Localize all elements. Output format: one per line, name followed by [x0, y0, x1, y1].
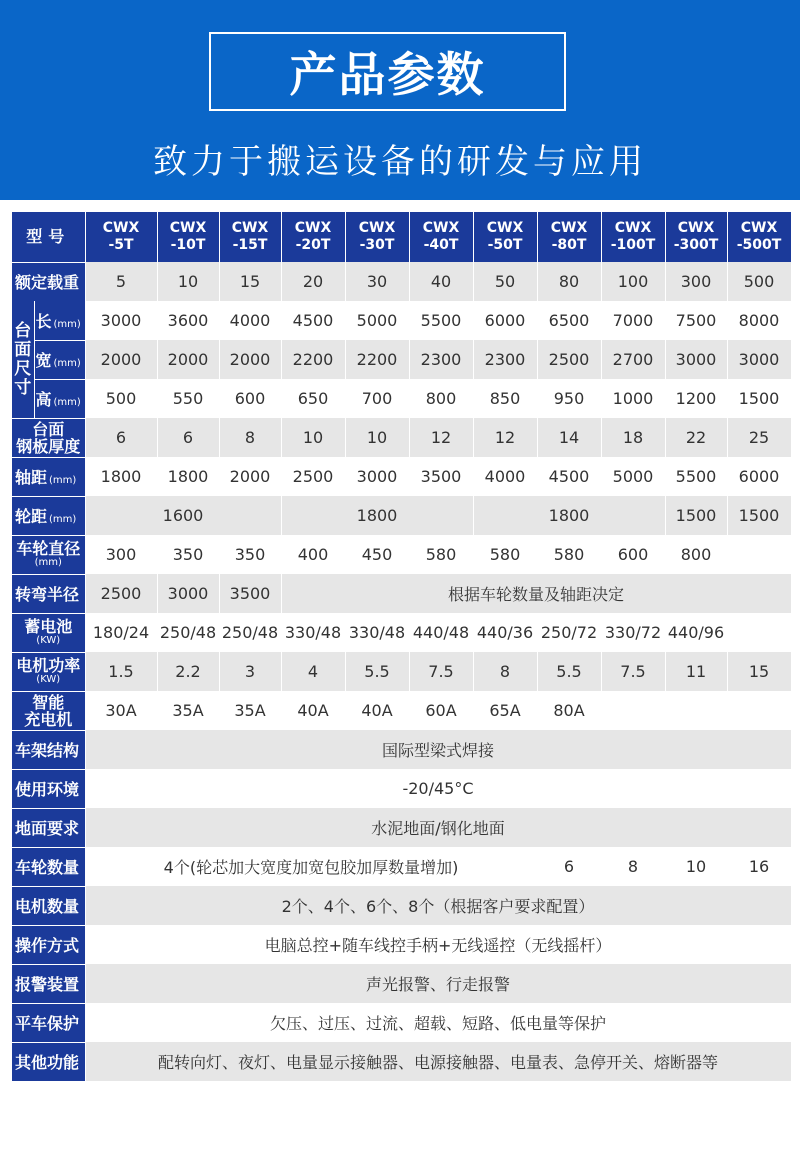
cell: 7000 — [601, 301, 665, 340]
cell: 2000 — [219, 340, 281, 379]
cell: 5000 — [345, 301, 409, 340]
cell: 440/96 — [665, 613, 727, 652]
cell: 1800 — [157, 457, 219, 496]
cell: 330/48 — [345, 613, 409, 652]
cell: 600 — [219, 379, 281, 418]
cell: 欠压、过压、过流、超载、短路、低电量等保护 — [85, 1003, 791, 1042]
row-label: 长 (mm) — [34, 301, 85, 340]
cell: 5.5 — [537, 652, 601, 691]
cell — [665, 691, 727, 730]
row-label: 其他功能 — [12, 1042, 85, 1081]
cell: 80A — [537, 691, 601, 730]
row-label: 报警装置 — [12, 964, 85, 1003]
cell: 1800 — [85, 457, 157, 496]
cell: 40A — [345, 691, 409, 730]
cell: 1200 — [665, 379, 727, 418]
cell: 440/36 — [473, 613, 537, 652]
cell: 300 — [665, 262, 727, 301]
cell: 2500 — [85, 574, 157, 613]
cell: 2个、4个、6个、8个（根据客户要求配置） — [85, 886, 791, 925]
cell: 3000 — [345, 457, 409, 496]
cell: 4000 — [473, 457, 537, 496]
row-height — [12, 379, 791, 418]
row-battery — [12, 613, 791, 652]
cell: 8000 — [727, 301, 791, 340]
row-label: 转弯半径 — [12, 574, 85, 613]
cell: 2000 — [219, 457, 281, 496]
cell: 3000 — [727, 340, 791, 379]
cell: 国际型梁式焊接 — [85, 730, 791, 769]
cell: 440/48 — [409, 613, 473, 652]
cell: 6000 — [473, 301, 537, 340]
cell: 5500 — [665, 457, 727, 496]
page-title: 产品参数 — [209, 32, 566, 111]
model-cell: CWX -50T — [473, 212, 537, 262]
row-wheelbase — [12, 457, 791, 496]
model-cell: CWX -5T — [85, 212, 157, 262]
cell: 3500 — [409, 457, 473, 496]
cell: 10 — [281, 418, 345, 457]
cell: 30 — [345, 262, 409, 301]
cell: 25 — [727, 418, 791, 457]
row-load — [12, 262, 791, 301]
cell: 声光报警、行走报警 — [85, 964, 791, 1003]
cell: 350 — [219, 535, 281, 574]
row-label: 蓄电池 (KW) — [12, 613, 85, 652]
cell: 6500 — [537, 301, 601, 340]
row-label: 轮距 (mm) — [12, 496, 85, 535]
cell: 3 — [219, 652, 281, 691]
cell: 40A — [281, 691, 345, 730]
cell: 水泥地面/钢化地面 — [85, 808, 791, 847]
cell: 2500 — [281, 457, 345, 496]
cell: 16 — [727, 847, 791, 886]
row-label: 平车保护 — [12, 1003, 85, 1042]
model-cell: CWX -10T — [157, 212, 219, 262]
cell: 电脑总控+随车线控手柄+无线遥控（无线摇杆） — [85, 925, 791, 964]
cell: 10 — [345, 418, 409, 457]
row-plate — [12, 418, 791, 457]
row-label: 使用环境 — [12, 769, 85, 808]
cell: 5500 — [409, 301, 473, 340]
cell — [601, 691, 665, 730]
cell: 2300 — [409, 340, 473, 379]
cell: 1800 — [473, 496, 665, 535]
header-label: 型号 — [12, 212, 85, 262]
hero-banner — [0, 0, 800, 200]
cell: 3600 — [157, 301, 219, 340]
cell: 65A — [473, 691, 537, 730]
cell: 10 — [157, 262, 219, 301]
row-label: 电机功率 (KW) — [12, 652, 85, 691]
model-cell: CWX -15T — [219, 212, 281, 262]
row-label: 宽 (mm) — [34, 340, 85, 379]
cell: 11 — [665, 652, 727, 691]
cell: 1500 — [727, 379, 791, 418]
row-protection — [12, 1003, 791, 1042]
row-track — [12, 496, 791, 535]
cell: 250/72 — [537, 613, 601, 652]
cell: 40 — [409, 262, 473, 301]
row-label: 操作方式 — [12, 925, 85, 964]
cell: 2700 — [601, 340, 665, 379]
row-label: 额定载重 — [12, 262, 85, 301]
cell: 8 — [473, 652, 537, 691]
model-cell: CWX -300T — [665, 212, 727, 262]
row-length — [12, 301, 791, 340]
cell: 1500 — [727, 496, 791, 535]
table-size-group-label: 台 面 尺 寸 — [12, 301, 34, 418]
cell: 3000 — [665, 340, 727, 379]
cell: 450 — [345, 535, 409, 574]
row-label: 地面要求 — [12, 808, 85, 847]
cell: 850 — [473, 379, 537, 418]
row-frame — [12, 730, 791, 769]
cell: 180/24 — [85, 613, 157, 652]
cell: 2000 — [85, 340, 157, 379]
cell: 18 — [601, 418, 665, 457]
row-label: 智能 充电机 — [12, 691, 85, 730]
cell: 2000 — [157, 340, 219, 379]
model-cell: CWX -500T — [727, 212, 791, 262]
page-subtitle: 致力于搬运设备的研发与应用 — [153, 142, 647, 182]
row-motor-power — [12, 652, 791, 691]
cell: 22 — [665, 418, 727, 457]
cell: 500 — [727, 262, 791, 301]
cell: 20 — [281, 262, 345, 301]
cell: 7500 — [665, 301, 727, 340]
cell: 700 — [345, 379, 409, 418]
row-label: 轴距 (mm) — [12, 457, 85, 496]
cell — [727, 535, 791, 574]
cell: 14 — [537, 418, 601, 457]
model-cell: CWX -30T — [345, 212, 409, 262]
row-label: 车轮直径 (mm) — [12, 535, 85, 574]
cell: 8 — [219, 418, 281, 457]
cell: 2200 — [345, 340, 409, 379]
cell: 50 — [473, 262, 537, 301]
cell: 800 — [409, 379, 473, 418]
model-cell: CWX -80T — [537, 212, 601, 262]
cell: 1.5 — [85, 652, 157, 691]
cell: 6 — [537, 847, 601, 886]
model-cell: CWX -40T — [409, 212, 473, 262]
row-wheel-diameter — [12, 535, 791, 574]
cell: 580 — [473, 535, 537, 574]
cell: 6 — [157, 418, 219, 457]
cell: 600 — [601, 535, 665, 574]
cell: 10 — [665, 847, 727, 886]
row-environment — [12, 769, 791, 808]
spec-table-body — [12, 301, 792, 1082]
cell: 4500 — [281, 301, 345, 340]
cell: 8 — [601, 847, 665, 886]
cell: 35A — [157, 691, 219, 730]
cell: 7.5 — [409, 652, 473, 691]
model-cell: CWX -100T — [601, 212, 665, 262]
cell: 5.5 — [345, 652, 409, 691]
cell: 根据车轮数量及轴距决定 — [281, 574, 791, 613]
cell: 350 — [157, 535, 219, 574]
row-label: 电机数量 — [12, 886, 85, 925]
cell: 配转向灯、夜灯、电量显示接触器、电源接触器、电量表、急停开关、熔断器等 — [85, 1042, 791, 1081]
cell: 6000 — [727, 457, 791, 496]
row-alarm — [12, 964, 791, 1003]
cell: 3000 — [157, 574, 219, 613]
cell: 30A — [85, 691, 157, 730]
row-ground — [12, 808, 791, 847]
cell: 580 — [537, 535, 601, 574]
row-charger — [12, 691, 791, 730]
cell: 330/48 — [281, 613, 345, 652]
cell: 500 — [85, 379, 157, 418]
cell: 80 — [537, 262, 601, 301]
cell: 950 — [537, 379, 601, 418]
cell: 3500 — [219, 574, 281, 613]
cell: 400 — [281, 535, 345, 574]
cell: 2500 — [537, 340, 601, 379]
row-turning — [12, 574, 791, 613]
cell: 15 — [219, 262, 281, 301]
row-label: 台面 钢板厚度 — [12, 418, 85, 457]
cell: 330/72 — [601, 613, 665, 652]
cell: 35A — [219, 691, 281, 730]
row-label: 车轮数量 — [12, 847, 85, 886]
cell: 1800 — [281, 496, 473, 535]
cell: 650 — [281, 379, 345, 418]
cell: 60A — [409, 691, 473, 730]
cell: 3000 — [85, 301, 157, 340]
spec-table — [12, 212, 792, 302]
row-operation — [12, 925, 791, 964]
cell: -20/45°C — [85, 769, 791, 808]
cell — [727, 691, 791, 730]
cell: 7.5 — [601, 652, 665, 691]
row-width — [12, 340, 791, 379]
cell: 15 — [727, 652, 791, 691]
cell: 800 — [665, 535, 727, 574]
row-label: 车架结构 — [12, 730, 85, 769]
row-label: 高 (mm) — [34, 379, 85, 418]
cell: 250/48 — [219, 613, 281, 652]
row-motor-count — [12, 886, 791, 925]
header-row — [12, 212, 791, 262]
cell — [727, 613, 791, 652]
cell: 4 — [281, 652, 345, 691]
model-cell: CWX -20T — [281, 212, 345, 262]
row-wheel-count — [12, 847, 791, 886]
cell: 4500 — [537, 457, 601, 496]
row-other — [12, 1042, 791, 1081]
cell: 6 — [85, 418, 157, 457]
cell: 5 — [85, 262, 157, 301]
cell: 100 — [601, 262, 665, 301]
cell: 12 — [473, 418, 537, 457]
cell: 580 — [409, 535, 473, 574]
cell: 12 — [409, 418, 473, 457]
cell: 250/48 — [157, 613, 219, 652]
cell: 300 — [85, 535, 157, 574]
cell: 2300 — [473, 340, 537, 379]
cell: 5000 — [601, 457, 665, 496]
cell: 550 — [157, 379, 219, 418]
cell: 2200 — [281, 340, 345, 379]
cell: 1600 — [85, 496, 281, 535]
cell: 2.2 — [157, 652, 219, 691]
cell: 1500 — [665, 496, 727, 535]
cell: 4个(轮芯加大宽度加宽包胶加厚数量增加) — [85, 847, 537, 886]
cell: 1000 — [601, 379, 665, 418]
cell: 4000 — [219, 301, 281, 340]
